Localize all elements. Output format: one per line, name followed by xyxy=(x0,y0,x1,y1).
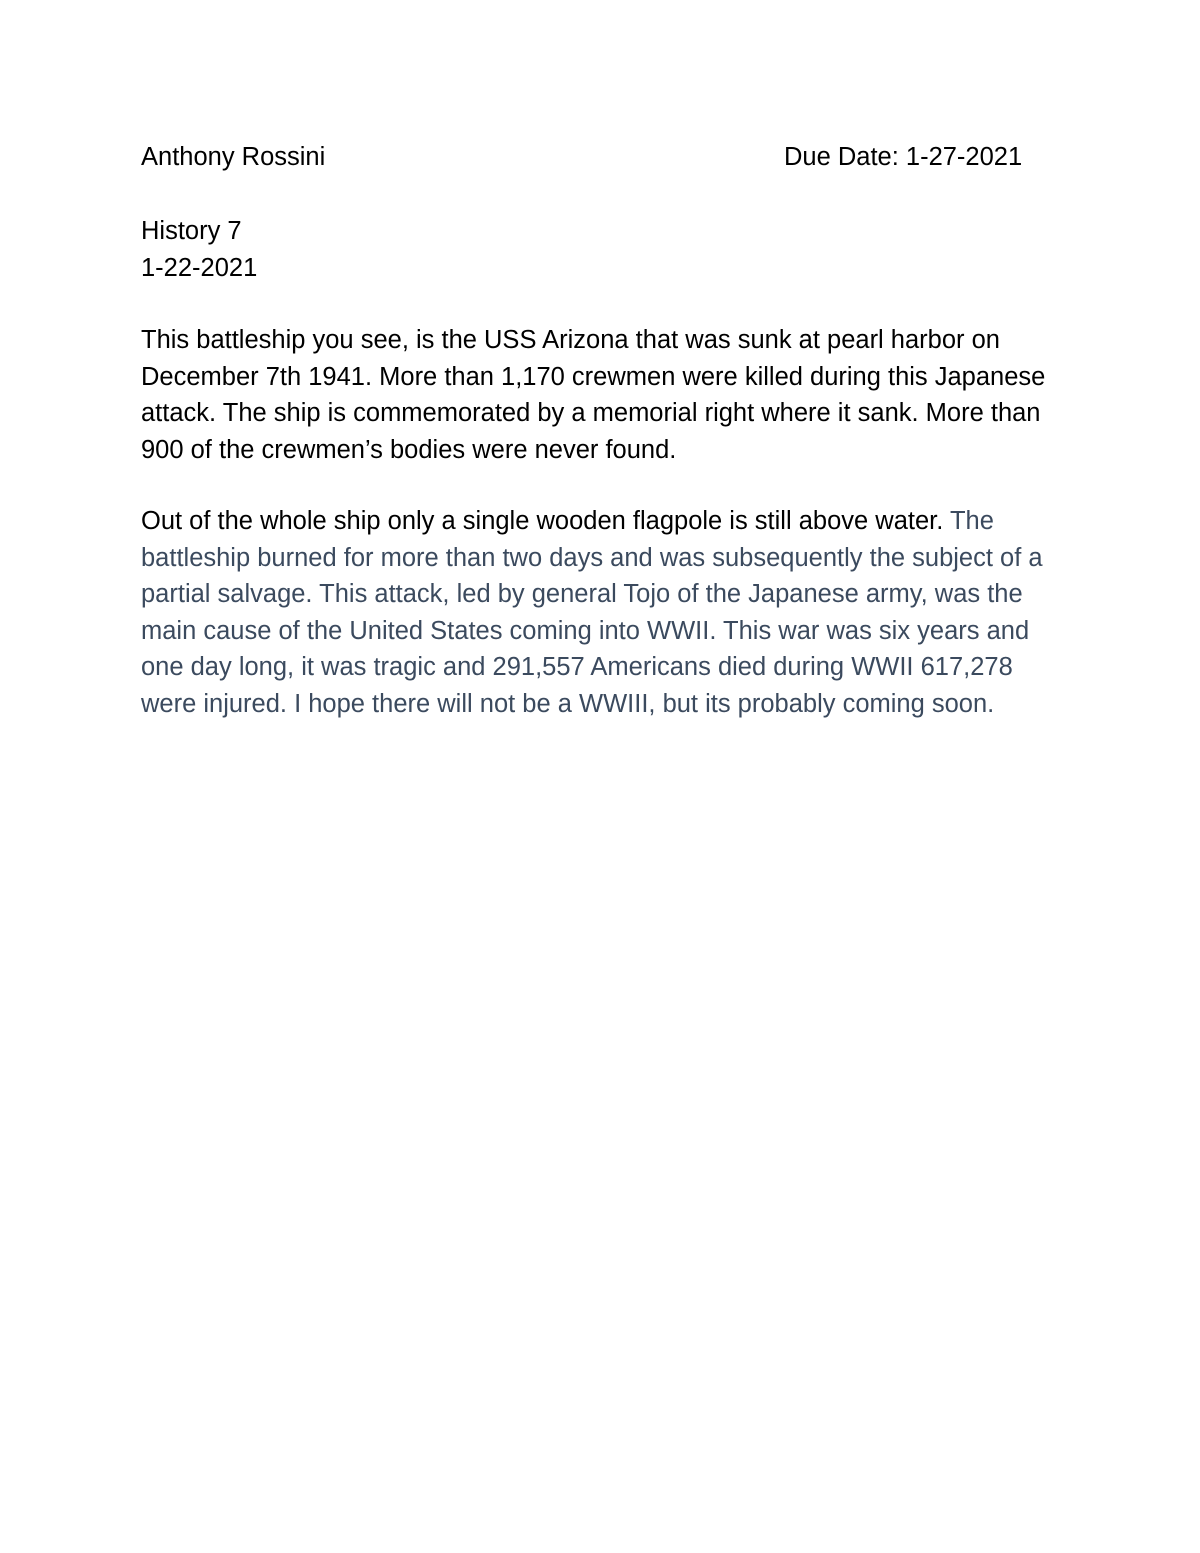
course-name: History 7 xyxy=(141,217,242,245)
course-info xyxy=(141,213,1041,286)
paragraph-2-lead: Out of the whole ship only a single wooden flagpole is still above water. xyxy=(141,507,944,535)
body-paragraph-1: This battleship you see, is the USS Arizona that was sunk at pearl harbor on December 7th 1941. More than 1,170 crewmen were killed during this Japanese attack. The ship is commemorated by a memorial right where it sank. More than 900 of the crewmen’s bodies were never found. xyxy=(141,326,1046,464)
body-paragraph-2 xyxy=(141,503,1071,722)
course-date: 1-22-2021 xyxy=(141,253,258,282)
header-row xyxy=(141,139,1041,176)
paragraph-2-rest: The battleship burned for more than two days and was subsequently the subject of a partial salvage. This attack, led by general Tojo of the Japanese army, was the main cause of the United States coming into WWII. This war was six years and one day long, it was tragic and 291,557 Americans died during WWII 617,278 were injured. I hope there will not be a WWIII, but its probably coming soon. xyxy=(141,507,1043,718)
author-name: Anthony Rossini xyxy=(141,143,326,171)
due-date: Due Date: 1-27-2021 xyxy=(784,143,1023,171)
